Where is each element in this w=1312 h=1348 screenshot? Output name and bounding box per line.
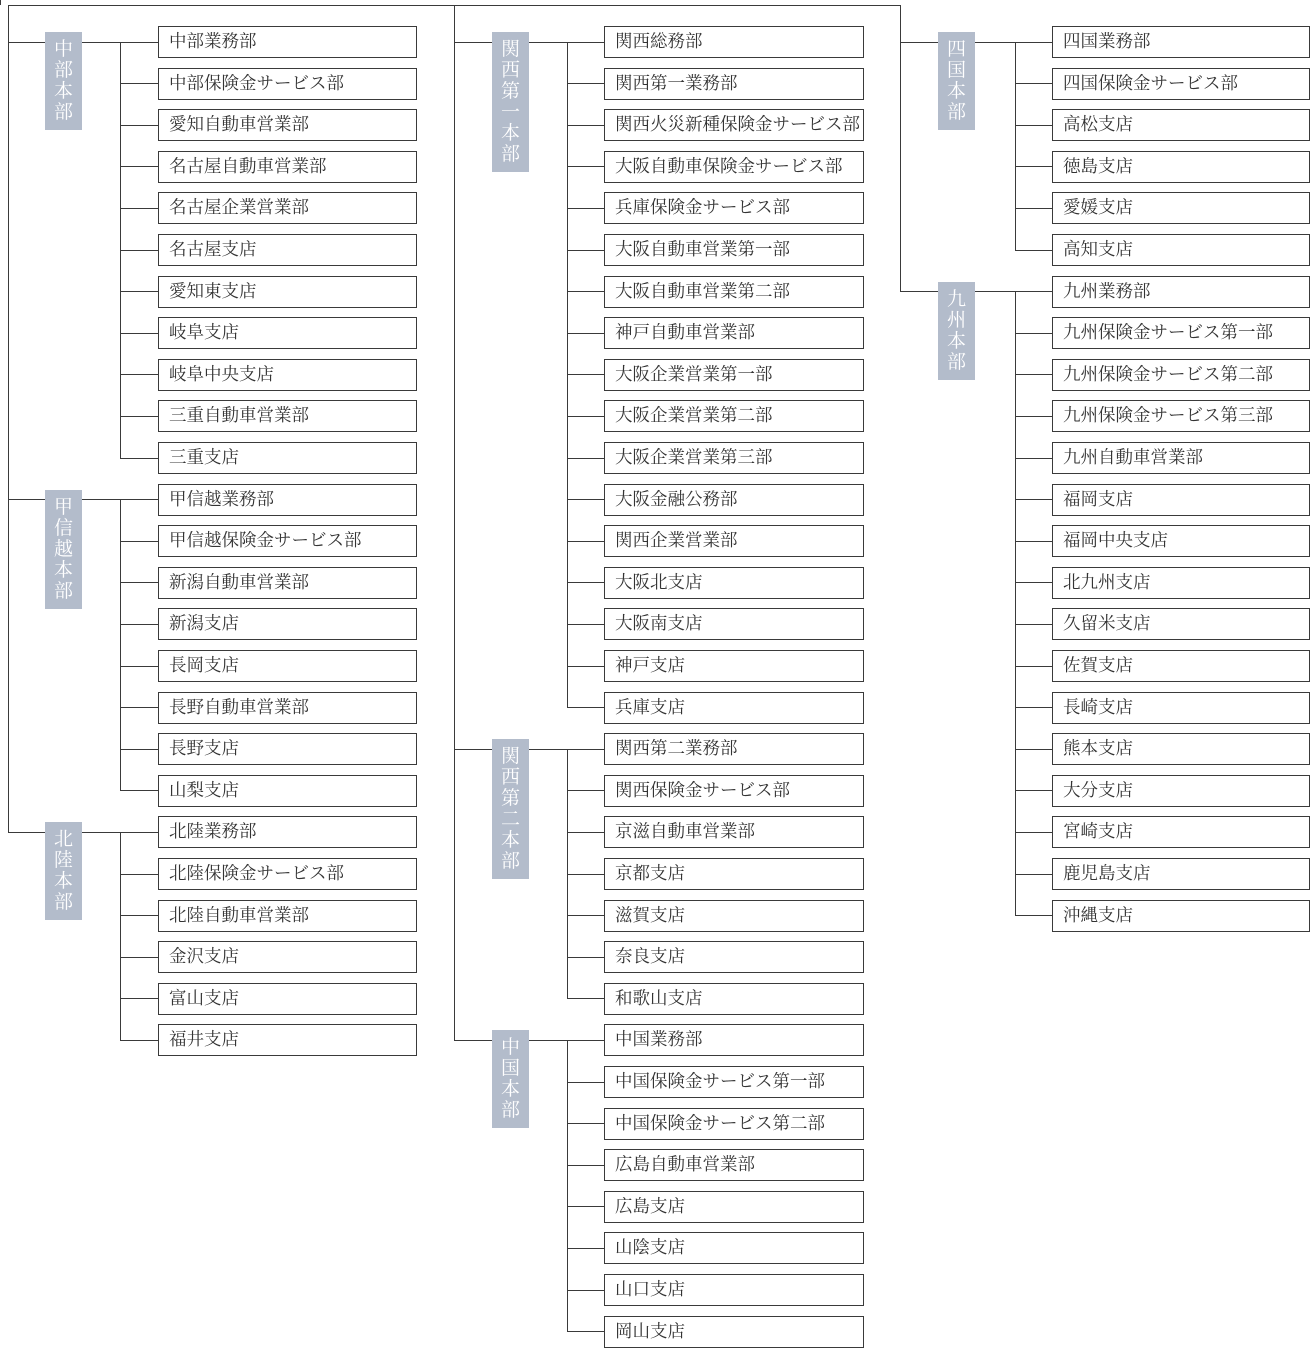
connector-line — [120, 832, 121, 1040]
department-box: 甲信越保険金サービス部 — [158, 525, 417, 557]
connector-line — [454, 42, 492, 43]
connector-line — [120, 500, 121, 791]
department-box: 和歌山支店 — [604, 983, 864, 1015]
department-box: 長岡支店 — [158, 650, 417, 682]
connector-line — [1015, 499, 1052, 500]
hq-name: 北 陸 本 部 — [53, 828, 73, 914]
connector-line — [567, 1082, 604, 1083]
department-box: 徳島支店 — [1052, 151, 1310, 183]
connector-line — [567, 957, 604, 958]
department-box: 愛知東支店 — [158, 276, 417, 308]
department-box: 大阪自動車保険金サービス部 — [604, 151, 864, 183]
department-box: 山口支店 — [604, 1274, 864, 1306]
connector-line — [1015, 458, 1052, 459]
connector-line — [120, 499, 158, 500]
connector-line — [567, 83, 604, 84]
department-box: 三重支店 — [158, 442, 417, 474]
connector-line — [567, 416, 604, 417]
connector-line — [567, 250, 604, 251]
connector-line — [120, 957, 158, 958]
department-box: 熊本支店 — [1052, 733, 1310, 765]
department-box: 高松支店 — [1052, 109, 1310, 141]
department-box: 福井支店 — [158, 1024, 417, 1056]
connector-line — [567, 582, 604, 583]
connector-line — [454, 5, 455, 1040]
connector-line — [82, 42, 120, 43]
hq-label-box — [492, 739, 529, 879]
connector-line — [1015, 83, 1052, 84]
connector-line — [120, 915, 158, 916]
department-box: 三重自動車営業部 — [158, 400, 417, 432]
department-box: 中国業務部 — [604, 1024, 864, 1056]
department-box: 九州保険金サービス第三部 — [1052, 400, 1310, 432]
connector-line — [1015, 42, 1016, 250]
department-box: 中国保険金サービス第二部 — [604, 1108, 864, 1140]
department-box: 四国業務部 — [1052, 26, 1310, 58]
hq-name: 九 州 本 部 — [946, 287, 966, 373]
connector-line — [529, 1040, 567, 1041]
department-box: 奈良支店 — [604, 941, 864, 973]
connector-line — [567, 125, 604, 126]
department-box: 愛知自動車営業部 — [158, 109, 417, 141]
connector-line — [567, 42, 604, 43]
department-box: 山陰支店 — [604, 1232, 864, 1264]
connector-line — [1015, 292, 1016, 916]
connector-line — [1015, 333, 1052, 334]
department-box: 岐阜支店 — [158, 317, 417, 349]
connector-line — [8, 5, 9, 832]
connector-line — [567, 1165, 604, 1166]
department-box: 大阪企業営業第二部 — [604, 400, 864, 432]
connector-line — [120, 333, 158, 334]
department-box: 神戸自動車営業部 — [604, 317, 864, 349]
connector-line — [567, 333, 604, 334]
connector-line — [567, 707, 604, 708]
connector-line — [120, 291, 158, 292]
department-box: 福岡支店 — [1052, 484, 1310, 516]
connector-line — [567, 624, 604, 625]
department-box: 名古屋支店 — [158, 234, 417, 266]
department-box: 大阪企業営業第一部 — [604, 359, 864, 391]
connector-line — [1015, 541, 1052, 542]
department-box: 沖縄支店 — [1052, 900, 1310, 932]
connector-line — [1015, 874, 1052, 875]
department-box: 大阪金融公務部 — [604, 484, 864, 516]
connector-line — [120, 707, 158, 708]
department-box: 北陸自動車営業部 — [158, 900, 417, 932]
connector-line — [567, 374, 604, 375]
department-box: 神戸支店 — [604, 650, 864, 682]
connector-line — [567, 790, 604, 791]
department-box: 愛媛支店 — [1052, 192, 1310, 224]
connector-line — [567, 1290, 604, 1291]
connector-line — [1015, 166, 1052, 167]
connector-line — [120, 166, 158, 167]
connector-line — [120, 250, 158, 251]
connector-line — [567, 874, 604, 875]
department-box: 兵庫支店 — [604, 692, 864, 724]
connector-line — [900, 42, 938, 43]
connector-line — [120, 83, 158, 84]
connector-line — [1015, 208, 1052, 209]
connector-line — [567, 1040, 604, 1041]
hq-name: 中 国 本 部 — [500, 1036, 520, 1122]
connector-line — [975, 42, 1015, 43]
connector-line — [120, 790, 158, 791]
department-box: 長崎支店 — [1052, 692, 1310, 724]
connector-line — [120, 208, 158, 209]
connector-line — [120, 998, 158, 999]
department-box: 北陸保険金サービス部 — [158, 858, 417, 890]
department-box: 関西火災新種保険金サービス部 — [604, 109, 864, 141]
department-box: 大阪自動車営業第二部 — [604, 276, 864, 308]
connector-line — [567, 458, 604, 459]
department-box: 関西企業営業部 — [604, 525, 864, 557]
connector-line — [567, 291, 604, 292]
department-box: 岐阜中央支店 — [158, 359, 417, 391]
connector-line — [1015, 291, 1052, 292]
department-box: 新潟支店 — [158, 608, 417, 640]
department-box: 四国保険金サービス部 — [1052, 68, 1310, 100]
connector-line — [900, 5, 901, 292]
connector-line — [567, 915, 604, 916]
department-box: 名古屋自動車営業部 — [158, 151, 417, 183]
hq-name: 関 西 第 一 本 部 — [500, 38, 520, 165]
connector-line — [120, 458, 158, 459]
hq-label-box — [938, 32, 975, 130]
connector-line — [567, 998, 604, 999]
connector-line — [1015, 749, 1052, 750]
connector-line — [567, 208, 604, 209]
connector-line — [0, 0, 1, 5]
department-box: 大阪南支店 — [604, 608, 864, 640]
connector-line — [529, 42, 567, 43]
department-box: 九州保険金サービス第一部 — [1052, 317, 1310, 349]
connector-line — [1015, 582, 1052, 583]
connector-line — [567, 749, 604, 750]
department-box: 広島自動車営業部 — [604, 1149, 864, 1181]
connector-line — [120, 624, 158, 625]
department-box: 京都支店 — [604, 858, 864, 890]
department-box: 大分支店 — [1052, 775, 1310, 807]
connector-line — [120, 666, 158, 667]
connector-line — [1015, 915, 1052, 916]
department-box: 兵庫保険金サービス部 — [604, 192, 864, 224]
department-box: 福岡中央支店 — [1052, 525, 1310, 557]
department-box: 大阪北支店 — [604, 567, 864, 599]
department-box: 広島支店 — [604, 1191, 864, 1223]
department-box: 山梨支店 — [158, 775, 417, 807]
connector-line — [82, 832, 120, 833]
connector-line — [8, 832, 45, 833]
department-box: 中部業務部 — [158, 26, 417, 58]
department-box: 関西総務部 — [604, 26, 864, 58]
connector-line — [120, 582, 158, 583]
department-box: 長野自動車営業部 — [158, 692, 417, 724]
hq-label-box — [45, 490, 82, 609]
connector-line — [567, 1123, 604, 1124]
hq-label-box — [492, 32, 529, 172]
connector-line — [567, 1331, 604, 1332]
connector-line — [120, 42, 158, 43]
department-box: 中国保険金サービス第一部 — [604, 1066, 864, 1098]
connector-line — [120, 374, 158, 375]
hq-label-box — [45, 822, 82, 920]
connector-line — [1015, 42, 1052, 43]
department-box: 九州保険金サービス第二部 — [1052, 359, 1310, 391]
connector-line — [454, 749, 492, 750]
connector-line — [1015, 832, 1052, 833]
connector-line — [1015, 250, 1052, 251]
hq-name: 甲 信 越 本 部 — [53, 495, 73, 602]
connector-line — [454, 1040, 492, 1041]
department-box: 長野支店 — [158, 733, 417, 765]
department-box: 富山支店 — [158, 983, 417, 1015]
connector-line — [567, 1040, 568, 1331]
department-box: 関西第二業務部 — [604, 733, 864, 765]
connector-line — [567, 1248, 604, 1249]
department-box: 関西保険金サービス部 — [604, 775, 864, 807]
connector-line — [8, 499, 45, 500]
department-box: 九州自動車営業部 — [1052, 442, 1310, 474]
connector-line — [120, 541, 158, 542]
connector-line — [975, 291, 1015, 292]
department-box: 佐賀支店 — [1052, 650, 1310, 682]
department-box: 北九州支店 — [1052, 567, 1310, 599]
department-box: 金沢支店 — [158, 941, 417, 973]
connector-line — [1015, 125, 1052, 126]
connector-line — [8, 42, 45, 43]
department-box: 鹿児島支店 — [1052, 858, 1310, 890]
connector-line — [120, 874, 158, 875]
connector-line — [1015, 790, 1052, 791]
hq-label-box — [938, 282, 975, 380]
department-box: 九州業務部 — [1052, 276, 1310, 308]
department-box: 大阪企業営業第三部 — [604, 442, 864, 474]
hq-name: 関 西 第 二 本 部 — [500, 745, 520, 873]
department-box: 大阪自動車営業第一部 — [604, 234, 864, 266]
connector-line — [120, 1040, 158, 1041]
connector-line — [567, 499, 604, 500]
connector-line — [1015, 707, 1052, 708]
connector-line — [1015, 374, 1052, 375]
connector-line — [1015, 416, 1052, 417]
connector-line — [567, 832, 604, 833]
department-box: 名古屋企業営業部 — [158, 192, 417, 224]
department-box: 久留米支店 — [1052, 608, 1310, 640]
department-box: 北陸業務部 — [158, 816, 417, 848]
hq-label-box — [492, 1030, 529, 1128]
department-box: 新潟自動車営業部 — [158, 567, 417, 599]
connector-line — [567, 166, 604, 167]
department-box: 甲信越業務部 — [158, 484, 417, 516]
connector-line — [82, 499, 120, 500]
connector-line — [120, 749, 158, 750]
department-box: 京滋自動車営業部 — [604, 816, 864, 848]
connector-line — [567, 541, 604, 542]
connector-line — [529, 749, 567, 750]
hq-name: 四 国 本 部 — [946, 38, 966, 123]
hq-name: 中 部 本 部 — [53, 38, 73, 123]
connector-line — [567, 1206, 604, 1207]
department-box: 宮崎支店 — [1052, 816, 1310, 848]
department-box: 岡山支店 — [604, 1316, 864, 1348]
department-box: 滋賀支店 — [604, 900, 864, 932]
department-box: 中部保険金サービス部 — [158, 68, 417, 100]
connector-line — [567, 666, 604, 667]
connector-line — [1015, 624, 1052, 625]
connector-line — [1015, 666, 1052, 667]
department-box: 高知支店 — [1052, 234, 1310, 266]
connector-line — [120, 832, 158, 833]
connector-line — [900, 291, 938, 292]
hq-label-box — [45, 32, 82, 130]
connector-line — [120, 125, 158, 126]
connector-line — [120, 416, 158, 417]
department-box: 関西第一業務部 — [604, 68, 864, 100]
